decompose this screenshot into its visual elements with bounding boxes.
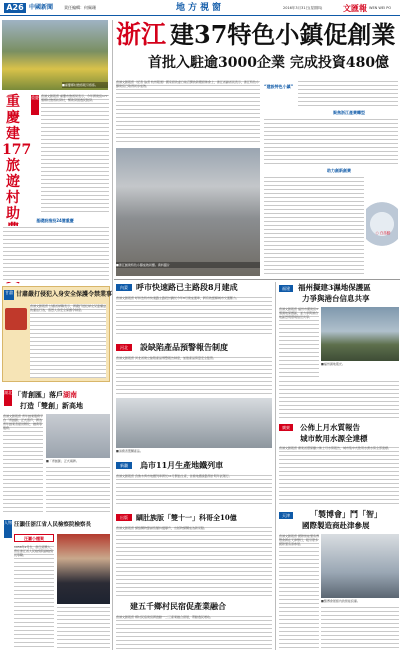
gansu-seal: [5, 308, 27, 330]
hubei-headline-1: [14, 390, 110, 400]
masthead-en: WEN WEI PO: [369, 6, 392, 10]
hebei-tag: 河北: [116, 344, 132, 351]
section-title: 地方視窗: [175, 3, 224, 13]
urumqi-body: [116, 474, 272, 506]
water-body: [279, 446, 399, 504]
lead-bottom-rule: [114, 279, 400, 280]
lead-col2-c: [264, 176, 364, 276]
page-header: [0, 0, 400, 16]
fujian-headline-2: 力爭與港台信息共享: [302, 294, 370, 303]
fujian-body: [279, 307, 319, 379]
hubei-body: [3, 414, 43, 514]
hubei-headline-place: 湖南: [63, 390, 77, 399]
fujian-photo: [321, 307, 399, 361]
hubei-body-text: 香港文匯報訊 青年創業服務平台「青創匯」正式落戶，將為青年創業者提供孵化、融資等服務。: [3, 414, 43, 430]
hubei-photo-caption: ■「青創匯」正式揭牌。: [46, 459, 79, 463]
fujian-body-text: 香港文匯報訊 福州市擬建設3個濕地保護區，並力爭與港台地區實現環境信息共享。: [279, 307, 319, 319]
tianjin-body-text: 香港文匯報訊 國際智能製造博覽會將在天津舉行，吸引眾多國際製造商參展。: [279, 534, 319, 546]
gansu-body-text: 香港文匯報訊 甘肅省婦聯表示，將嚴打侵犯婦女兒童權益的違法行為，落實人身安全保護令制度。: [30, 304, 106, 312]
village-headline: 建五千鄉村民宿促產業融合: [130, 601, 226, 611]
hubei-tag: 湖北: [4, 390, 12, 406]
chongqing-body-2: [3, 226, 109, 282]
hohhot-body-text: 香港文匯報訊 呼和浩特市快速路主路段計劃於今年8月建成通車，將有效緩解城市交通壓力。: [116, 296, 239, 300]
chongqing-body-text: 香港文匯報訊 重慶市旅遊局表示，今年將建設177個鄉村旅遊扶貧村，幫助貧困農民脫貧。: [41, 94, 108, 102]
column-divider-right: [275, 282, 276, 650]
lead-intro-text: 香港文匯報訊（記者 翁書 杭州報道）國家發改委日前召開的新聞發佈會上，浙江省副省長表示，浙江特色小鎮建設已取得初步成效。: [116, 80, 259, 88]
chongqing-photo-caption: ■重慶鄉村旅遊吸引遊客。: [62, 82, 108, 88]
person-body: [14, 545, 54, 650]
hohhot-body: [116, 296, 272, 336]
fujian-headline-1: 福州擬建3濕地保護區: [298, 283, 371, 292]
lead-subhead: 首批入駐逾3000企業 完成投資480億: [148, 55, 390, 71]
lead-photo-caption: ■浙江創建特色小鎮成效初顯。資料圖片: [116, 262, 260, 268]
tianjin-photo-caption: ■製博會展館內的智能設備。: [321, 599, 360, 603]
lead-col2-b: [264, 118, 398, 166]
person-headline: 汪灝任浙江省人民檢察院檢察長: [14, 522, 92, 528]
pubwork-tag: 出版: [116, 514, 132, 521]
chongqing-body: [41, 94, 109, 214]
chongqing-vertical-headline: 重慶建177旅遊村助: [2, 94, 32, 222]
urumqi-tag: 新疆: [116, 462, 132, 469]
tianjin-body: [279, 534, 319, 650]
pubwork-body: [116, 526, 272, 596]
hubei-headline-prefix: 「青創匯」落戶: [14, 390, 63, 399]
person-portrait: [57, 534, 110, 604]
lead-side-tag: ○ 白話動: [375, 231, 391, 235]
person-body-2: [57, 606, 110, 650]
person-namebox: 汪灝小檔案: [14, 534, 54, 542]
page-number: A26: [4, 3, 26, 13]
lead-photo: [116, 148, 260, 276]
water-headline-1: 公佈上月水質報告: [300, 423, 360, 432]
chongqing-tag: 重慶: [31, 95, 39, 115]
gansu-tag: 甘肅: [4, 290, 14, 300]
chongqing-subhead: 基礎設施投24億重慶: [36, 218, 74, 223]
pubwork-body-text: 香港文匯報訊 網絡購物節銷售額持續攀升，出版物網購成為新亮點。: [116, 526, 207, 530]
lead-quote: “建設特色小鎮”: [264, 84, 294, 89]
hubei-photo: [46, 414, 110, 458]
hebei-headline: 設缺陷產品預警報告制度: [140, 342, 228, 352]
lead-intro: [116, 80, 260, 144]
urumqi-body-text: 香港文匯報訊 烏魯木齊市地鐵列車將於11月開始生產，首條地鐵線路預計明年試運行。: [116, 474, 232, 478]
water-headline-2: 城市飲用水源全達標: [300, 434, 368, 443]
fujian-tag: 福建: [279, 285, 293, 292]
lead-sub1: 聚焦浙江產業轉型: [333, 110, 365, 115]
water-body-text: 香港文匯報訊 廣東省環保廳公佈上月水質報告，城市集中式飲用水源水質全部達標。: [279, 446, 391, 450]
hubei-body-2: [46, 466, 110, 514]
gansu-headline: 甘肅嚴打侵犯入身安全保護令禁業事: [16, 291, 113, 298]
tianjin-headline-2: 國際製造商赴津參展: [302, 521, 370, 530]
chongqing-photo: [2, 20, 108, 90]
paper-section-name: 中國新聞: [29, 4, 54, 11]
header-rule: [0, 15, 400, 16]
lead-col2-a: [298, 80, 398, 108]
hebei-body-text: 香港文匯報訊 河北省建立缺陷產品預警報告制度，加強產品質量安全監管。: [116, 356, 216, 360]
hohhot-tag: 內蒙: [116, 284, 132, 291]
issue-date: 2016年3月31日(星期四): [283, 6, 323, 10]
fujian-body-2: [279, 380, 399, 420]
tianjin-headline-1: 「製博會」鬥「智」: [310, 509, 382, 519]
pubwork-headline: 瞓肚族版「雙十一」科哥全10億: [136, 513, 237, 522]
lead-headline: 建37特色小鎮促創業: [170, 20, 396, 49]
hebei-body: [116, 356, 272, 396]
column-divider-left: [112, 20, 113, 650]
tianjin-photo: [321, 534, 399, 598]
masthead: 文匯報: [343, 3, 367, 13]
hebei-photo-caption: ■消費者選購產品。: [116, 449, 143, 453]
urumqi-headline: 烏市11月生產地鐵列車: [140, 460, 224, 470]
lead-sub2: 助力創新創業: [327, 168, 351, 173]
fujian-photo-caption: ■福州濕地風光。: [321, 362, 345, 366]
lead-kicker: 浙江: [116, 20, 167, 49]
editor-credit: 責任編輯：何佩珊: [64, 5, 96, 10]
water-tag: 廣東: [279, 424, 293, 431]
tianjin-tag: 天津: [279, 512, 293, 519]
village-body-text: 香港文匯報訊 鄉村民宿建設將推動一二三產業融合發展，帶動農民增收。: [116, 615, 213, 619]
hubei-headline-2: 打造「雙創」新高地: [20, 401, 83, 410]
hebei-photo: [116, 398, 272, 448]
gansu-body: [30, 304, 106, 378]
village-body: [116, 615, 272, 650]
tianjin-body-2: [321, 606, 399, 650]
person-body-text: 1958年2月生，浙江紹興人，曾任浙江省人民檢察院副檢察長等職。: [14, 545, 54, 557]
hohhot-headline: 呼市快速路已主路段8月建成: [136, 282, 238, 292]
person-tag: 人物: [4, 520, 12, 538]
